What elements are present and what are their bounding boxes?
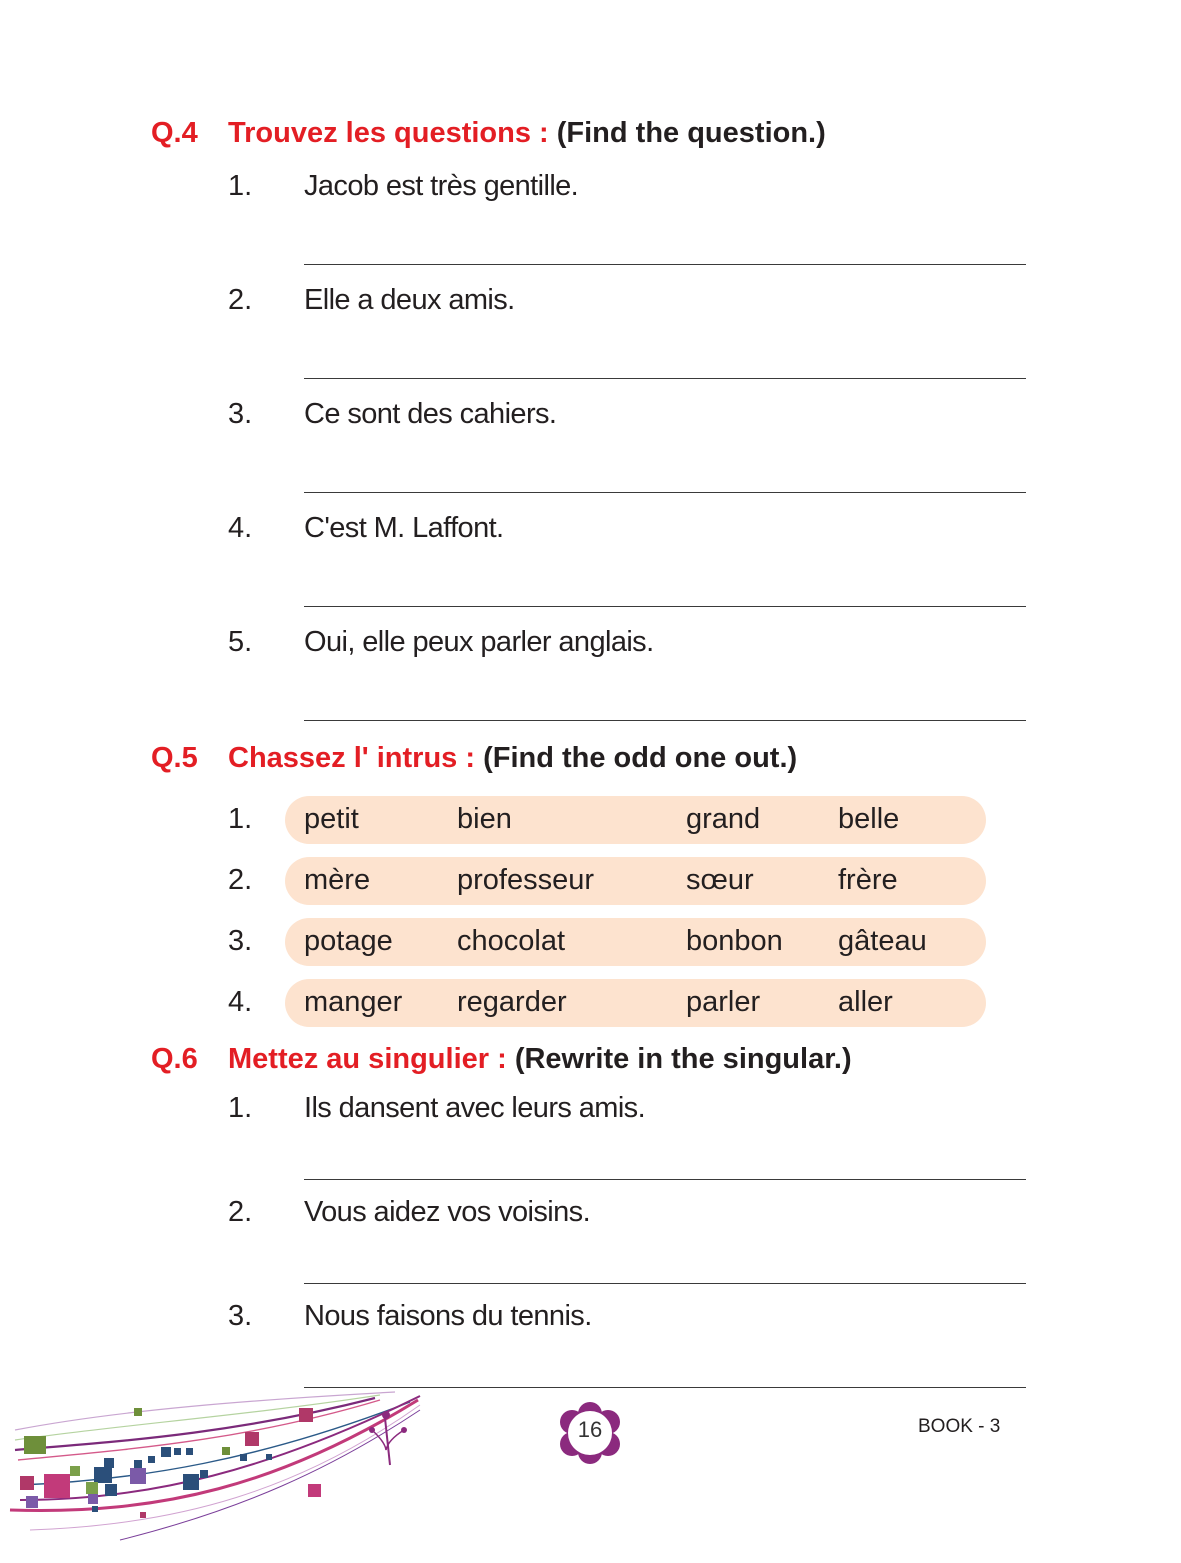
answer-line[interactable]: [304, 1179, 1026, 1180]
item-number: 3.: [228, 398, 253, 430]
q4-title-en: (Find the question.): [556, 117, 826, 149]
q4-item-5: [0, 626, 1181, 666]
q4-number: Q.4: [151, 117, 198, 149]
word-option[interactable]: mère: [304, 864, 371, 896]
q4-item-3: [0, 398, 1181, 438]
word-option[interactable]: potage: [304, 925, 393, 957]
row-number: 2.: [228, 864, 253, 896]
item-number: 4.: [228, 512, 253, 544]
q4-item-2: [0, 284, 1181, 324]
answer-line[interactable]: [304, 720, 1026, 721]
item-number: 3.: [228, 1300, 253, 1332]
q5-heading: [151, 742, 797, 775]
q5-number: Q.5: [151, 742, 198, 774]
word-option[interactable]: parler: [686, 986, 761, 1018]
answer-line[interactable]: [304, 1283, 1026, 1284]
answer-line[interactable]: [304, 492, 1026, 493]
word-option[interactable]: belle: [838, 803, 900, 835]
item-text: C'est M. Laffont.: [304, 512, 504, 544]
word-option[interactable]: sœur: [686, 864, 754, 896]
item-text: Ce sont des cahiers.: [304, 398, 557, 430]
page-number: 16: [577, 1417, 603, 1442]
word-option[interactable]: frère: [838, 864, 898, 896]
word-option[interactable]: professeur: [457, 864, 595, 896]
item-text: Ils dansent avec leurs amis.: [304, 1092, 646, 1124]
q6-title-en: (Rewrite in the singular.): [514, 1043, 852, 1075]
word-option[interactable]: regarder: [457, 986, 567, 1018]
row-number: 1.: [228, 803, 253, 835]
item-text: Nous faisons du tennis.: [304, 1300, 592, 1332]
word-option[interactable]: bonbon: [686, 925, 783, 957]
answer-line[interactable]: [304, 378, 1026, 379]
item-number: 2.: [228, 284, 253, 316]
q6-number: Q.6: [151, 1043, 198, 1075]
q6-item-1: [0, 1092, 1181, 1132]
book-label: BOOK - 3: [918, 1416, 1001, 1437]
item-number: 2.: [228, 1196, 253, 1228]
item-text: Oui, elle peux parler anglais.: [304, 626, 654, 658]
word-option[interactable]: gâteau: [838, 925, 927, 957]
q6-item-2: [0, 1196, 1181, 1236]
item-number: 1.: [228, 170, 253, 202]
answer-line[interactable]: [304, 606, 1026, 607]
q6-heading: [151, 1043, 852, 1076]
q4-item-1: [0, 170, 1181, 210]
answer-line[interactable]: [304, 1387, 1026, 1388]
item-number: 1.: [228, 1092, 253, 1124]
row-number: 4.: [228, 986, 253, 1018]
q5-title-fr: Chassez l' intrus :: [228, 742, 476, 774]
page-number-badge: [556, 1402, 624, 1464]
decorative-swirl-icon: [0, 1390, 430, 1550]
word-option[interactable]: manger: [304, 986, 403, 1018]
item-text: Jacob est très gentille.: [304, 170, 579, 202]
word-option[interactable]: petit: [304, 803, 359, 835]
word-option[interactable]: grand: [686, 803, 761, 835]
q5-title-en: (Find the odd one out.): [483, 742, 798, 774]
word-option[interactable]: chocolat: [457, 925, 566, 957]
row-number: 3.: [228, 925, 253, 957]
item-text: Elle a deux amis.: [304, 284, 515, 316]
q6-title-fr: Mettez au singulier :: [228, 1043, 507, 1075]
word-option[interactable]: aller: [838, 986, 893, 1018]
item-number: 5.: [228, 626, 253, 658]
q4-heading: [151, 117, 826, 150]
q6-item-3: [0, 1300, 1181, 1340]
item-text: Vous aidez vos voisins.: [304, 1196, 591, 1228]
q4-item-4: [0, 512, 1181, 552]
q4-title-fr: Trouvez les questions :: [228, 117, 549, 149]
answer-line[interactable]: [304, 264, 1026, 265]
word-option[interactable]: bien: [457, 803, 512, 835]
